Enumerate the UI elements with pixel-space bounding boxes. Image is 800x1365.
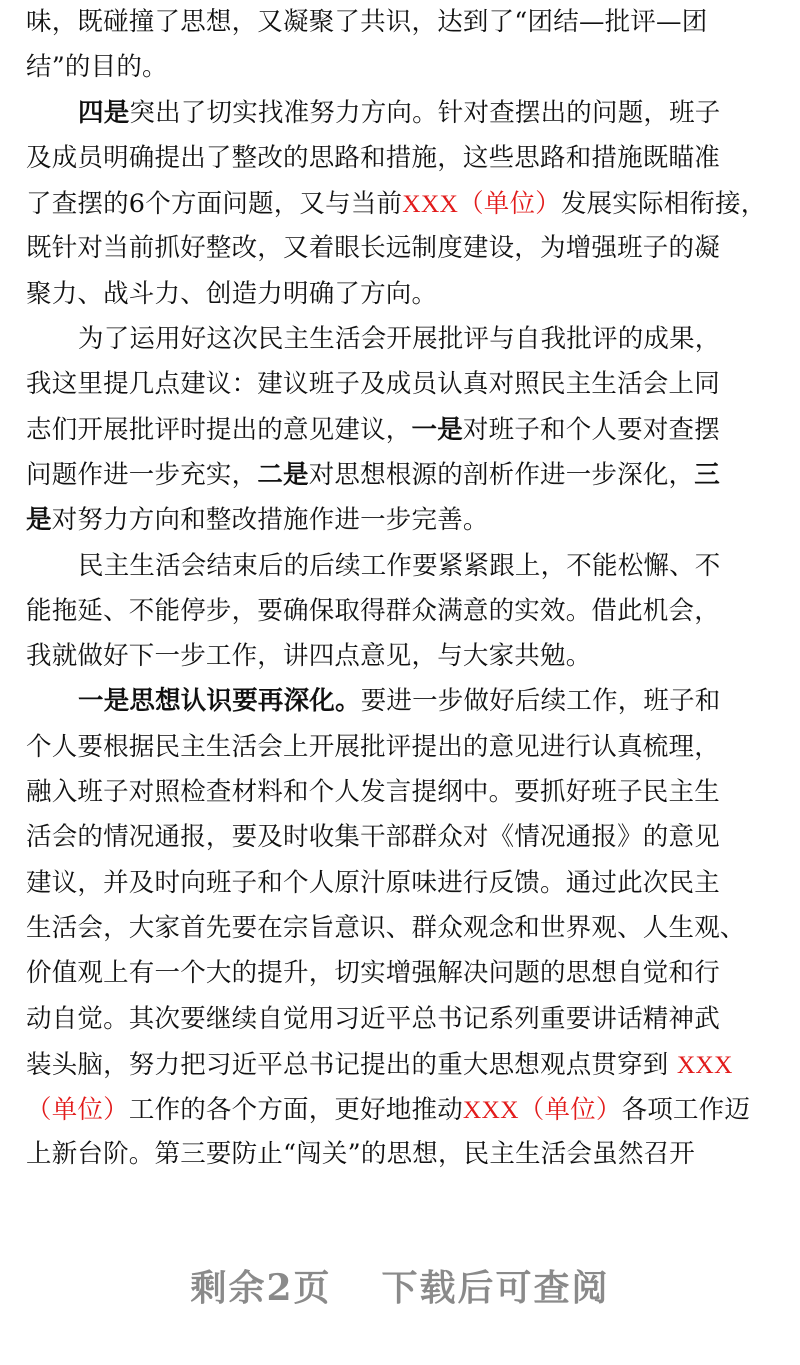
text-segment: 生活会，大家首先要在宗旨意识、群众观念和世界观、人生观、: [26, 912, 746, 943]
text-segment: 建议，并及时向班子和个人原汁原味进行反馈。通过此次民主: [26, 867, 720, 898]
text-segment: 我这里提几点建议：建议班子及成员认真对照民主生活会上同: [26, 369, 720, 400]
text-segment: 及成员明确提出了整改的思路和措施，这些思路和措施既瞄准: [26, 142, 720, 173]
text-line: [26, 589, 778, 634]
text-segment: 聚力、战斗力、创造力明确了方向。: [26, 278, 438, 309]
text-line: [26, 679, 778, 724]
text-line: [26, 861, 778, 906]
text-segment: 对思想根源的剖析作进一步深化，: [308, 459, 695, 490]
text-line: [26, 272, 778, 317]
text-segment: 工作的各个方面，更好地推动: [128, 1095, 463, 1126]
text-segment: 对班子和个人要对查摆: [462, 414, 720, 445]
text-segment: 各项工作迈: [621, 1095, 751, 1126]
text-line: [26, 91, 778, 136]
placeholder-unit-text: XXX: [676, 1049, 733, 1079]
text-line: [26, 997, 778, 1042]
emphasis-text: 一是: [411, 414, 463, 445]
text-segment: 民主生活会结束后的后续工作要紧紧跟上，不能松懈、不: [78, 550, 721, 581]
text-line: [26, 544, 778, 589]
text-line: [26, 226, 778, 271]
emphasis-text: 三: [694, 459, 720, 490]
text-segment: 能拖延、不能停步，要确保取得群众满意的实效。借此机会，: [26, 595, 720, 626]
download-prompt-label[interactable]: 下载后可查阅: [381, 1267, 610, 1309]
text-segment: 志们开展批评时提出的意见建议，: [26, 414, 412, 445]
text-segment: 对努力方向和整改措施作进一步完善。: [51, 505, 489, 536]
text-segment: 装头脑，努力把习近平总书记提出的重大思想观点贯穿到: [26, 1049, 677, 1080]
remaining-pages-label: 剩余2页: [190, 1267, 332, 1309]
text-segment: 要进一步做好后续工作，班子和: [360, 686, 721, 717]
text-line: [26, 45, 778, 90]
text-line: [26, 317, 778, 362]
text-line: [26, 362, 778, 407]
document-body: [26, 0, 778, 1178]
text-segment: 为了运用好这次民主生活会开展批评与自我批评的成果，: [78, 324, 721, 355]
text-segment: 发展实际相衔接，: [560, 189, 767, 220]
text-segment: 动自觉。其次要继续自觉用习近平总书记系列重要讲话精神武: [26, 1003, 720, 1034]
text-segment: 既针对当前抓好整改，又着眼长远制度建设，为增强班子的凝: [26, 233, 720, 264]
text-segment: 活会的情况通报，要及时收集干部群众对《情况通报》的意见: [26, 822, 720, 853]
text-line: [26, 453, 778, 498]
text-line: [26, 1042, 778, 1087]
placeholder-unit-text: XXX（单位）: [462, 1095, 622, 1125]
text-line: [26, 1132, 778, 1177]
text-line: [26, 136, 778, 181]
text-line: [26, 770, 778, 815]
text-line: [26, 1087, 778, 1132]
text-line: [26, 0, 778, 45]
placeholder-unit-text: （单位）: [26, 1095, 129, 1125]
emphasis-text: 四是: [78, 97, 130, 128]
download-banner[interactable]: [0, 1258, 800, 1318]
text-segment: 上新台阶。第三要防止“闯关”的思想，民主生活会虽然召开: [26, 1139, 695, 1170]
text-segment: 我就做好下一步工作，讲四点意见，与大家共勉。: [26, 641, 592, 672]
text-line: [26, 498, 778, 543]
text-segment: 味，既碰撞了思想，又凝聚了共识，达到了“团结—批评—团: [26, 7, 708, 37]
emphasis-text: 二是: [257, 459, 309, 490]
placeholder-unit-text: XXX（单位）: [402, 189, 561, 219]
text-line: [26, 725, 778, 770]
text-segment: 突出了切实找准努力方向。针对查摆出的问题，班子: [129, 97, 721, 128]
text-line: [26, 408, 778, 453]
text-line: [26, 181, 778, 226]
text-segment: 个人要根据民主生活会上开展批评提出的意见进行认真梳理，: [26, 731, 720, 762]
emphasis-text: 是: [26, 505, 52, 536]
text-segment: 价值观上有一个大的提升，切实增强解决问题的思想自觉和行: [26, 958, 720, 989]
text-segment: 结”的目的。: [26, 52, 168, 83]
emphasis-text: 一是思想认识要再深化。: [78, 686, 361, 717]
text-line: [26, 634, 778, 679]
text-line: [26, 815, 778, 860]
text-line: [26, 951, 778, 996]
text-segment: 融入班子对照检查材料和个人发言提纲中。要抓好班子民主生: [26, 777, 720, 808]
text-segment: 了查摆的6个方面问题，又与当前: [26, 189, 403, 220]
text-line: [26, 906, 778, 951]
text-segment: 问题作进一步充实，: [26, 459, 258, 490]
